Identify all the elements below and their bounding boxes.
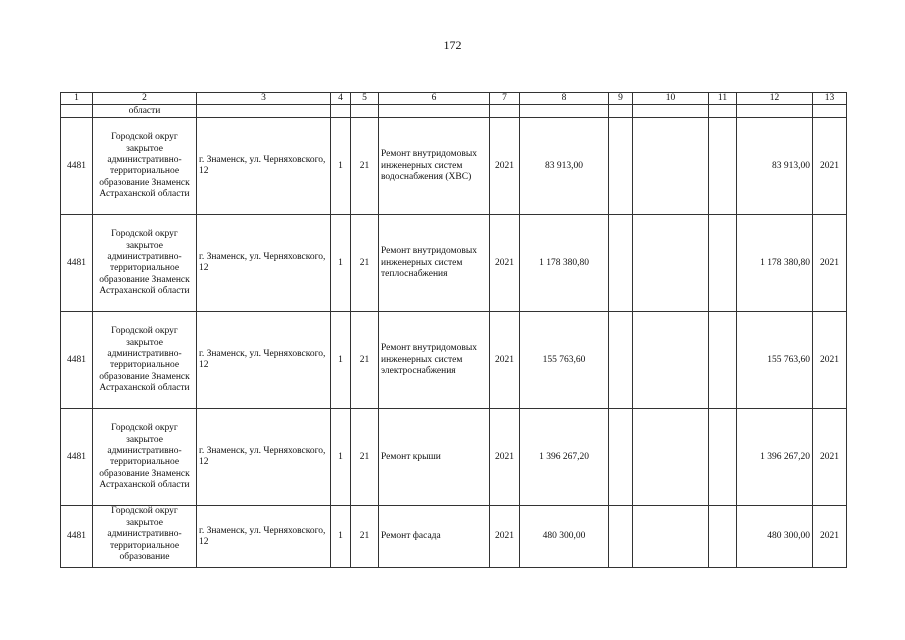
cell-num: 4481 (61, 312, 93, 409)
cell-c9 (609, 118, 633, 215)
cell-total: 1 178 380,80 (737, 215, 813, 312)
header-cell: 8 (520, 93, 609, 105)
cell-c11 (709, 215, 737, 312)
table-row (61, 506, 847, 568)
cell-c11 (709, 409, 737, 506)
cell-c4: 1 (331, 118, 351, 215)
header-row (61, 93, 847, 105)
cell-work: Ремонт внутридомовых инженерных систем водоснабжения (ХВС) (379, 118, 490, 215)
cell-c11 (709, 105, 737, 118)
cell-c5: 21 (351, 312, 379, 409)
cell-c10 (633, 506, 709, 568)
cell-c11 (709, 118, 737, 215)
cell-amount: 1 178 380,80 (520, 215, 609, 312)
cell-c4: 1 (331, 506, 351, 568)
header-cell: 5 (351, 93, 379, 105)
cell-address: г. Знаменск, ул. Черняховского, 12 (197, 506, 331, 568)
header-cell: 6 (379, 93, 490, 105)
header-cell: 13 (813, 93, 847, 105)
cell-work: Ремонт внутридомовых инженерных систем электроснабжения (379, 312, 490, 409)
cell-c9 (609, 409, 633, 506)
cell-c4 (331, 105, 351, 118)
header-cell: 4 (331, 93, 351, 105)
cell-address: г. Знаменск, ул. Черняховского, 12 (197, 215, 331, 312)
cell-c10 (633, 409, 709, 506)
cell-c4: 1 (331, 215, 351, 312)
cell-org: области (93, 105, 197, 118)
cell-amount: 155 763,60 (520, 312, 609, 409)
cell-amount (520, 105, 609, 118)
cell-year: 2021 (490, 506, 520, 568)
cell-org: Городской округ закрытое административно-территориальное образование (93, 506, 197, 568)
cell-address: г. Знаменск, ул. Черняховского, 12 (197, 118, 331, 215)
cell-c13: 2021 (813, 506, 847, 568)
cell-c9 (609, 215, 633, 312)
cell-org: Городской округ закрытое административно-территориальное образование Знаменск Астраханской области (93, 215, 197, 312)
cell-amount: 480 300,00 (520, 506, 609, 568)
cell-year: 2021 (490, 118, 520, 215)
cell-amount: 1 396 267,20 (520, 409, 609, 506)
cell-c5: 21 (351, 506, 379, 568)
cell-num: 4481 (61, 506, 93, 568)
cell-c11 (709, 312, 737, 409)
cell-c9 (609, 312, 633, 409)
cell-c5 (351, 105, 379, 118)
cell-c4: 1 (331, 409, 351, 506)
cell-work: Ремонт фасада (379, 506, 490, 568)
cell-num: 4481 (61, 118, 93, 215)
header-cell: 7 (490, 93, 520, 105)
cell-amount: 83 913,00 (520, 118, 609, 215)
cell-num (61, 105, 93, 118)
cell-c13 (813, 105, 847, 118)
cell-work: Ремонт крыши (379, 409, 490, 506)
cell-c4: 1 (331, 312, 351, 409)
cell-c13: 2021 (813, 118, 847, 215)
works-table (60, 92, 847, 568)
table-row (61, 409, 847, 506)
cell-c11 (709, 506, 737, 568)
cell-c10 (633, 105, 709, 118)
header-cell: 1 (61, 93, 93, 105)
cell-c10 (633, 118, 709, 215)
cell-org: Городской округ закрытое административно-территориальное образование Знаменск Астраханской области (93, 118, 197, 215)
cell-total: 83 913,00 (737, 118, 813, 215)
cell-c13: 2021 (813, 409, 847, 506)
cell-year: 2021 (490, 312, 520, 409)
cell-total: 480 300,00 (737, 506, 813, 568)
cell-address: г. Знаменск, ул. Черняховского, 12 (197, 312, 331, 409)
table-row (61, 118, 847, 215)
cell-c9 (609, 105, 633, 118)
cell-num: 4481 (61, 409, 93, 506)
header-cell: 11 (709, 93, 737, 105)
continuation-row (61, 105, 847, 118)
cell-year: 2021 (490, 409, 520, 506)
table-row (61, 312, 847, 409)
cell-c9 (609, 506, 633, 568)
cell-c5: 21 (351, 409, 379, 506)
cell-org: Городской округ закрытое административно-территориальное образование Знаменск Астраханской области (93, 409, 197, 506)
cell-address: г. Знаменск, ул. Черняховского, 12 (197, 409, 331, 506)
cell-c5: 21 (351, 118, 379, 215)
cell-org: Городской округ закрытое административно-территориальное образование Знаменск Астраханской области (93, 312, 197, 409)
cell-total: 1 396 267,20 (737, 409, 813, 506)
cell-num: 4481 (61, 215, 93, 312)
cell-c10 (633, 312, 709, 409)
header-cell: 3 (197, 93, 331, 105)
header-cell: 12 (737, 93, 813, 105)
header-cell: 9 (609, 93, 633, 105)
cell-year: 2021 (490, 215, 520, 312)
cell-c5: 21 (351, 215, 379, 312)
cell-c10 (633, 215, 709, 312)
cell-total: 155 763,60 (737, 312, 813, 409)
page-number: 172 (443, 38, 462, 52)
cell-year (490, 105, 520, 118)
table-row (61, 215, 847, 312)
cell-c13: 2021 (813, 215, 847, 312)
cell-address (197, 105, 331, 118)
cell-total (737, 105, 813, 118)
header-cell: 10 (633, 93, 709, 105)
cell-work (379, 105, 490, 118)
header-cell: 2 (93, 93, 197, 105)
cell-c13: 2021 (813, 312, 847, 409)
cell-work: Ремонт внутридомовых инженерных систем теплоснабжения (379, 215, 490, 312)
